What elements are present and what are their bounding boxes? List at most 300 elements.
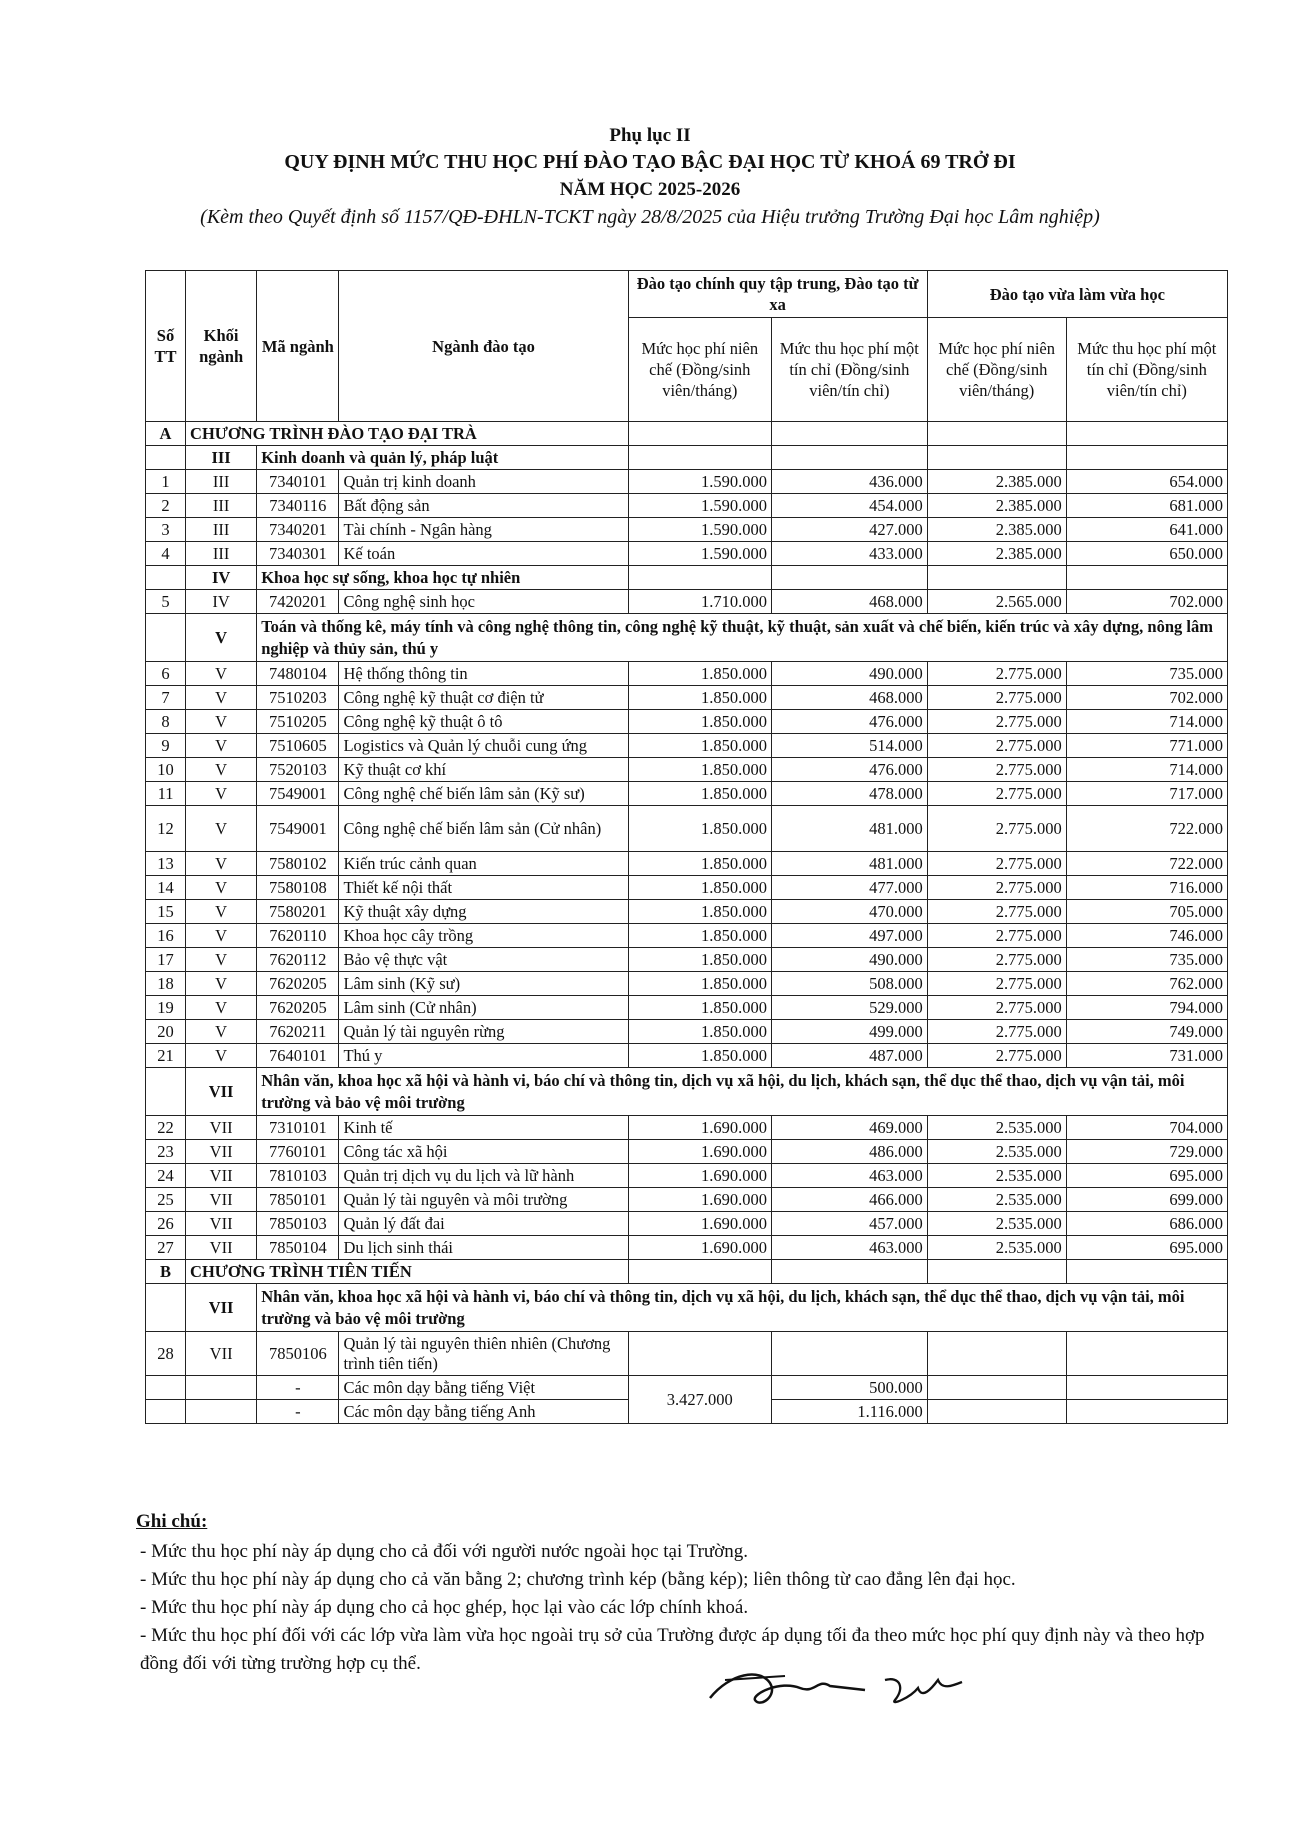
cell-khoi: V — [186, 1020, 257, 1044]
signature-initials — [700, 1658, 980, 1718]
cell-empty — [1066, 566, 1227, 590]
cell-khoi: V — [186, 876, 257, 900]
cell-stt: 17 — [146, 948, 186, 972]
cell-tinchi-1: 514.000 — [772, 734, 928, 758]
table-row — [146, 948, 1228, 972]
cell-tinchi-1: 490.000 — [772, 948, 928, 972]
cell-empty — [927, 1400, 1066, 1424]
cell-stt: 24 — [146, 1164, 186, 1188]
cell-nganh: Quản trị dịch vụ du lịch và lữ hành — [339, 1164, 628, 1188]
cell-stt: 20 — [146, 1020, 186, 1044]
cell-tinchi-2: 729.000 — [1066, 1140, 1227, 1164]
cell-nienche-2: 2.385.000 — [927, 494, 1066, 518]
cell-ma: 7340101 — [257, 470, 339, 494]
cell-tinchi-2: 650.000 — [1066, 542, 1227, 566]
cell-ma: 7340116 — [257, 494, 339, 518]
cell-tinchi-2: 749.000 — [1066, 1020, 1227, 1044]
cell-khoi: III — [186, 470, 257, 494]
cell-nienche-1: 1.850.000 — [628, 782, 771, 806]
note-item: - Mức thu học phí này áp dụng cho cả đối với người nước ngoài học tại Trường. — [140, 1541, 749, 1562]
cell-nienche-2: 2.775.000 — [927, 662, 1066, 686]
group-row — [146, 446, 1228, 470]
cell-nienche-1: 1.710.000 — [628, 590, 771, 614]
table-row — [146, 494, 1228, 518]
cell-khoi: VII — [186, 1212, 257, 1236]
table-row — [146, 782, 1228, 806]
cell-empty — [628, 1332, 771, 1376]
cell-empty — [628, 446, 771, 470]
cell-nganh: Kiến trúc cảnh quan — [339, 852, 628, 876]
cell-tinchi-1: 470.000 — [772, 900, 928, 924]
cell-khoi: V — [186, 806, 257, 852]
cell-nienche-1: 1.590.000 — [628, 470, 771, 494]
cell-tinchi-1: 468.000 — [772, 686, 928, 710]
cell-empty — [772, 1260, 928, 1284]
cell-empty — [1066, 422, 1227, 446]
cell-nganh: Du lịch sinh thái — [339, 1236, 628, 1260]
cell-nienche-1: 1.590.000 — [628, 494, 771, 518]
cell-nganh: Công nghệ kỹ thuật cơ điện tử — [339, 686, 628, 710]
cell-tinchi-2: 714.000 — [1066, 758, 1227, 782]
table-row — [146, 1020, 1228, 1044]
document-header — [0, 122, 1300, 231]
table-row — [146, 924, 1228, 948]
table-row — [146, 1140, 1228, 1164]
cell-stt: 27 — [146, 1236, 186, 1260]
cell-stt: 18 — [146, 972, 186, 996]
cell-stt: 15 — [146, 900, 186, 924]
cell-empty — [772, 446, 928, 470]
group-khoi: VII — [186, 1068, 257, 1116]
cell-nganh: Lâm sinh (Cử nhân) — [339, 996, 628, 1020]
cell-nganh: Bảo vệ thực vật — [339, 948, 628, 972]
document-subtitle: (Kèm theo Quyết định số 1157/QĐ-ĐHLN-TCKT ngày 28/8/2025 của Hiệu trưởng Trường Đại học Lâm nghiệp) — [200, 206, 1100, 228]
cell-tinchi-2: 704.000 — [1066, 1116, 1227, 1140]
cell-khoi: V — [186, 734, 257, 758]
group-khoi: III — [186, 446, 257, 470]
cell-khoi: V — [186, 1044, 257, 1068]
cell-ma: 7340201 — [257, 518, 339, 542]
cell-stt: 5 — [146, 590, 186, 614]
cell-nienche-1: 1.850.000 — [628, 972, 771, 996]
cell-dash: - — [257, 1400, 339, 1424]
cell-khoi: V — [186, 948, 257, 972]
cell-empty — [927, 422, 1066, 446]
group-title: Kinh doanh và quản lý, pháp luật — [257, 446, 628, 470]
table-row — [146, 542, 1228, 566]
cell-tinchi-1: 481.000 — [772, 852, 928, 876]
cell-ma: 7480104 — [257, 662, 339, 686]
cell-tinchi-2: 695.000 — [1066, 1164, 1227, 1188]
col-stt: Số TT — [146, 271, 186, 422]
cell-ma: 7850106 — [257, 1332, 339, 1376]
cell-nienche-1: 1.850.000 — [628, 662, 771, 686]
section-title: CHƯƠNG TRÌNH ĐÀO TẠO ĐẠI TRÀ — [186, 422, 629, 446]
cell-nienche-2: 2.535.000 — [927, 1140, 1066, 1164]
cell-tinchi-1: 529.000 — [772, 996, 928, 1020]
cell-stt: 12 — [146, 806, 186, 852]
cell-stt: 3 — [146, 518, 186, 542]
cell-nganh: Quản lý tài nguyên thiên nhiên (Chương trình tiên tiến) — [339, 1332, 628, 1376]
cell-nganh: Kỹ thuật xây dựng — [339, 900, 628, 924]
table-row — [146, 852, 1228, 876]
cell-stt: 21 — [146, 1044, 186, 1068]
table-row — [146, 996, 1228, 1020]
cell-tinchi-1: 497.000 — [772, 924, 928, 948]
cell-nganh: Bất động sản — [339, 494, 628, 518]
cell-empty — [1066, 446, 1227, 470]
cell-ma: 7549001 — [257, 782, 339, 806]
cell-nienche-2: 2.535.000 — [927, 1236, 1066, 1260]
cell-ma: 7850104 — [257, 1236, 339, 1260]
cell-tinchi-1: 463.000 — [772, 1236, 928, 1260]
col-tinchi-1: Mức thu học phí một tín chỉ (Đồng/sinh viên/tín chỉ) — [772, 318, 928, 422]
section-title: CHƯƠNG TRÌNH TIÊN TIẾN — [186, 1260, 629, 1284]
cell-ma: 7510605 — [257, 734, 339, 758]
cell-nienche-2: 2.385.000 — [927, 470, 1066, 494]
cell-tinchi-2: 681.000 — [1066, 494, 1227, 518]
cell-empty — [146, 446, 186, 470]
cell-nienche-2: 2.775.000 — [927, 686, 1066, 710]
cell-nienche-1: 1.690.000 — [628, 1140, 771, 1164]
cell-ma: 7620205 — [257, 996, 339, 1020]
cell-nganh: Công tác xã hội — [339, 1140, 628, 1164]
cell-ma: 7760101 — [257, 1140, 339, 1164]
cell-tinchi-1: 486.000 — [772, 1140, 928, 1164]
cell-tinchi-1: 508.000 — [772, 972, 928, 996]
cell-tinchi-2: 746.000 — [1066, 924, 1227, 948]
cell-empty — [772, 1332, 928, 1376]
cell-khoi: V — [186, 710, 257, 734]
cell-ma: 7620110 — [257, 924, 339, 948]
cell-tinchi-2: 762.000 — [1066, 972, 1227, 996]
cell-khoi: VII — [186, 1116, 257, 1140]
cell-khoi: VII — [186, 1332, 257, 1376]
table-row — [146, 1044, 1228, 1068]
cell-tinchi-2: 695.000 — [1066, 1236, 1227, 1260]
section-row — [146, 1260, 1228, 1284]
cell-empty — [628, 422, 771, 446]
table-row — [146, 876, 1228, 900]
cell-khoi: III — [186, 518, 257, 542]
cell-nienche-2: 2.535.000 — [927, 1188, 1066, 1212]
cell-tinchi: 1.116.000 — [772, 1400, 928, 1424]
cell-khoi: V — [186, 758, 257, 782]
cell-ma: 7850101 — [257, 1188, 339, 1212]
cell-nienche-1: 1.850.000 — [628, 1020, 771, 1044]
cell-tinchi-1: 454.000 — [772, 494, 928, 518]
cell-stt: 10 — [146, 758, 186, 782]
cell-nienche-1: 1.850.000 — [628, 852, 771, 876]
cell-tinchi-1: 436.000 — [772, 470, 928, 494]
table-row — [146, 1116, 1228, 1140]
table-row — [146, 470, 1228, 494]
cell-stt: 4 — [146, 542, 186, 566]
table-row — [146, 1188, 1228, 1212]
cell-nganh: Tài chính - Ngân hàng — [339, 518, 628, 542]
cell-khoi: III — [186, 542, 257, 566]
cell-nienche-1: 1.690.000 — [628, 1188, 771, 1212]
table-row — [146, 1236, 1228, 1260]
cell-nienche-2: 2.775.000 — [927, 924, 1066, 948]
cell-nienche-2: 2.775.000 — [927, 782, 1066, 806]
table-row — [146, 900, 1228, 924]
cell-empty — [146, 1284, 186, 1332]
cell-nienche-1: 1.850.000 — [628, 734, 771, 758]
cell-khoi: V — [186, 662, 257, 686]
cell-nienche-2: 2.775.000 — [927, 900, 1066, 924]
table-row — [146, 710, 1228, 734]
group-row — [146, 566, 1228, 590]
cell-nienche-2: 2.535.000 — [927, 1164, 1066, 1188]
cell-ma: 7520103 — [257, 758, 339, 782]
table-row — [146, 734, 1228, 758]
cell-stt: 26 — [146, 1212, 186, 1236]
cell-ma: 7620211 — [257, 1020, 339, 1044]
cell-stt: 13 — [146, 852, 186, 876]
cell-nienche-advanced: 3.427.000 — [628, 1376, 771, 1424]
cell-tinchi-1: 499.000 — [772, 1020, 928, 1044]
cell-empty — [1066, 1400, 1227, 1424]
group-title: Khoa học sự sống, khoa học tự nhiên — [257, 566, 628, 590]
cell-nienche-2: 2.385.000 — [927, 542, 1066, 566]
cell-stt: 19 — [146, 996, 186, 1020]
cell-empty — [772, 422, 928, 446]
cell-empty — [628, 566, 771, 590]
cell-khoi: V — [186, 900, 257, 924]
cell-tinchi-2: 735.000 — [1066, 662, 1227, 686]
cell-empty — [146, 1376, 186, 1400]
cell-tinchi: 500.000 — [772, 1376, 928, 1400]
cell-stt: 9 — [146, 734, 186, 758]
cell-nienche-1: 1.590.000 — [628, 542, 771, 566]
cell-nienche-2: 2.775.000 — [927, 758, 1066, 782]
cell-ma: 7580108 — [257, 876, 339, 900]
cell-tinchi-2: 699.000 — [1066, 1188, 1227, 1212]
cell-ma: 7620205 — [257, 972, 339, 996]
section-letter: A — [146, 422, 186, 446]
cell-nganh: Quản lý tài nguyên rừng — [339, 1020, 628, 1044]
cell-nganh: Quản trị kinh doanh — [339, 470, 628, 494]
col-khoi: Khối ngành — [186, 271, 257, 422]
cell-tinchi-1: 466.000 — [772, 1188, 928, 1212]
cell-tinchi-1: 463.000 — [772, 1164, 928, 1188]
group-khoi: VII — [186, 1284, 257, 1332]
cell-tinchi-2: 717.000 — [1066, 782, 1227, 806]
table-row — [146, 972, 1228, 996]
cell-ma: 7510203 — [257, 686, 339, 710]
cell-nganh: Kế toán — [339, 542, 628, 566]
cell-empty — [1066, 1260, 1227, 1284]
cell-nienche-2: 2.775.000 — [927, 972, 1066, 996]
cell-stt: 16 — [146, 924, 186, 948]
cell-nienche-2: 2.775.000 — [927, 734, 1066, 758]
cell-ma: 7580201 — [257, 900, 339, 924]
cell-empty — [146, 1400, 186, 1424]
cell-nganh: Quản lý đất đai — [339, 1212, 628, 1236]
cell-stt: 25 — [146, 1188, 186, 1212]
cell-nganh: Quản lý tài nguyên và môi trường — [339, 1188, 628, 1212]
cell-khoi: VII — [186, 1140, 257, 1164]
cell-nienche-2: 2.565.000 — [927, 590, 1066, 614]
cell-empty — [186, 1376, 257, 1400]
group-row — [146, 1068, 1228, 1116]
cell-nienche-1: 1.850.000 — [628, 758, 771, 782]
cell-nienche-1: 1.690.000 — [628, 1236, 771, 1260]
col-tinchi-2: Mức thu học phí một tín chỉ (Đồng/sinh viên/tín chỉ) — [1066, 318, 1227, 422]
cell-tinchi-1: 487.000 — [772, 1044, 928, 1068]
cell-nienche-2: 2.775.000 — [927, 710, 1066, 734]
notes-title: Ghi chú: — [136, 1511, 208, 1532]
cell-ma: 7850103 — [257, 1212, 339, 1236]
cell-nganh: Công nghệ kỹ thuật ô tô — [339, 710, 628, 734]
cell-empty — [772, 566, 928, 590]
cell-tinchi-1: 477.000 — [772, 876, 928, 900]
cell-ma: 7510205 — [257, 710, 339, 734]
col-nienche-1: Mức học phí niên chế (Đồng/sinh viên/tháng) — [628, 318, 771, 422]
cell-tinchi-1: 490.000 — [772, 662, 928, 686]
note-item: - Mức thu học phí đối với các lớp vừa làm vừa học ngoài trụ sở của Trường được áp dụng tối đa theo mức học phí quy định này và theo hợp đồng đối với từng trường hợp cụ thể. — [140, 1625, 1205, 1674]
cell-nganh: Thú y — [339, 1044, 628, 1068]
cell-nganh: Công nghệ sinh học — [339, 590, 628, 614]
cell-nienche-1: 1.590.000 — [628, 518, 771, 542]
cell-khoi: V — [186, 782, 257, 806]
cell-stt: 14 — [146, 876, 186, 900]
cell-tinchi-1: 457.000 — [772, 1212, 928, 1236]
cell-dash: - — [257, 1376, 339, 1400]
cell-empty — [927, 566, 1066, 590]
cell-tinchi-2: 714.000 — [1066, 710, 1227, 734]
cell-nienche-1: 1.850.000 — [628, 710, 771, 734]
cell-empty — [927, 446, 1066, 470]
cell-nganh: Công nghệ chế biến lâm sản (Cử nhân) — [339, 806, 628, 852]
group-row — [146, 614, 1228, 662]
group-khoi: IV — [186, 566, 257, 590]
cell-empty — [1066, 1376, 1227, 1400]
table-row — [146, 662, 1228, 686]
cell-nienche-2: 2.775.000 — [927, 806, 1066, 852]
academic-year: NĂM HỌC 2025-2026 — [559, 179, 741, 200]
cell-nienche-2: 2.775.000 — [927, 852, 1066, 876]
cell-tinchi-2: 716.000 — [1066, 876, 1227, 900]
cell-stt: 8 — [146, 710, 186, 734]
cell-tinchi-1: 478.000 — [772, 782, 928, 806]
table-row — [146, 1164, 1228, 1188]
group-khoi: V — [186, 614, 257, 662]
cell-ma: 7340301 — [257, 542, 339, 566]
cell-khoi: IV — [186, 590, 257, 614]
cell-nienche-1: 1.690.000 — [628, 1116, 771, 1140]
cell-empty — [146, 566, 186, 590]
advanced-program-body — [146, 1332, 1228, 1424]
document-title: QUY ĐỊNH MỨC THU HỌC PHÍ ĐÀO TẠO BẬC ĐẠI HỌC TỪ KHOÁ 69 TRỞ ĐI — [284, 151, 1016, 173]
cell-nienche-2: 2.775.000 — [927, 1020, 1066, 1044]
table-row — [146, 518, 1228, 542]
cell-nienche-1: 1.850.000 — [628, 686, 771, 710]
cell-stt: 22 — [146, 1116, 186, 1140]
group-title: Nhân văn, khoa học xã hội và hành vi, báo chí và thông tin, dịch vụ xã hội, du lịch, khách sạn, thể dục thể thao, dịch vụ vận tải, môi trường và bảo vệ môi trường — [257, 1068, 1228, 1116]
cell-ma: 7810103 — [257, 1164, 339, 1188]
cell-tinchi-2: 722.000 — [1066, 806, 1227, 852]
cell-empty — [927, 1332, 1066, 1376]
cell-nienche-1: 1.690.000 — [628, 1164, 771, 1188]
cell-nienche-1: 1.850.000 — [628, 806, 771, 852]
cell-nienche-1: 1.850.000 — [628, 1044, 771, 1068]
cell-stt: 1 — [146, 470, 186, 494]
cell-nganh: Thiết kế nội thất — [339, 876, 628, 900]
table-row — [146, 590, 1228, 614]
cell-nganh: Logistics và Quản lý chuỗi cung ứng — [339, 734, 628, 758]
col-nienche-2: Mức học phí niên chế (Đồng/sinh viên/tháng) — [927, 318, 1066, 422]
cell-stt: 7 — [146, 686, 186, 710]
cell-empty — [146, 614, 186, 662]
col-ma: Mã ngành — [257, 271, 339, 422]
cell-empty — [186, 1400, 257, 1424]
cell-nganh: Lâm sinh (Kỹ sư) — [339, 972, 628, 996]
cell-khoi: V — [186, 686, 257, 710]
cell-nienche-2: 2.775.000 — [927, 1044, 1066, 1068]
cell-nienche-2: 2.535.000 — [927, 1212, 1066, 1236]
tuition-table — [145, 270, 1228, 1424]
cell-ma: 7420201 — [257, 590, 339, 614]
cell-empty — [927, 1376, 1066, 1400]
cell-tinchi-2: 731.000 — [1066, 1044, 1227, 1068]
group-row — [146, 1284, 1228, 1332]
cell-tinchi-1: 468.000 — [772, 590, 928, 614]
cell-tinchi-1: 427.000 — [772, 518, 928, 542]
cell-ma: 7640101 — [257, 1044, 339, 1068]
cell-khoi: VII — [186, 1164, 257, 1188]
cell-nganh: Các môn dạy bằng tiếng Việt — [339, 1376, 628, 1400]
cell-empty — [628, 1260, 771, 1284]
section-letter: B — [146, 1260, 186, 1284]
table-row — [146, 1212, 1228, 1236]
note-item: - Mức thu học phí này áp dụng cho cả học ghép, học lại vào các lớp chính khoá. — [140, 1597, 749, 1618]
col-group-chinh-quy: Đào tạo chính quy tập trung, Đào tạo từ xa — [628, 271, 927, 318]
note-item: - Mức thu học phí này áp dụng cho cả văn bằng 2; chương trình kép (bằng kép); liên thông từ cao đẳng lên đại học. — [140, 1569, 1016, 1590]
cell-tinchi-1: 481.000 — [772, 806, 928, 852]
cell-nienche-1: 1.850.000 — [628, 996, 771, 1020]
cell-stt: 6 — [146, 662, 186, 686]
cell-tinchi-2: 735.000 — [1066, 948, 1227, 972]
cell-ma: 7620112 — [257, 948, 339, 972]
table-row — [146, 1376, 1228, 1400]
cell-empty — [1066, 1332, 1227, 1376]
cell-empty — [927, 1260, 1066, 1284]
cell-tinchi-2: 702.000 — [1066, 590, 1227, 614]
cell-tinchi-1: 476.000 — [772, 758, 928, 782]
cell-tinchi-1: 433.000 — [772, 542, 928, 566]
group-title: Toán và thống kê, máy tính và công nghệ thông tin, công nghệ kỹ thuật, kỹ thuật, sản xuất và chế biến, kiến trúc và xây dựng, nông lâm nghiệp và thủy sản, thú y — [257, 614, 1228, 662]
cell-khoi: III — [186, 494, 257, 518]
cell-nienche-1: 1.850.000 — [628, 900, 771, 924]
group-title: Nhân văn, khoa học xã hội và hành vi, báo chí và thông tin, dịch vụ xã hội, du lịch, khách sạn, thể dục thể thao, dịch vụ vận tải, môi trường và bảo vệ môi trường — [257, 1284, 1228, 1332]
notes-section — [136, 1508, 1226, 1678]
cell-stt: 11 — [146, 782, 186, 806]
cell-nganh: Khoa học cây trồng — [339, 924, 628, 948]
cell-tinchi-2: 654.000 — [1066, 470, 1227, 494]
cell-tinchi-2: 641.000 — [1066, 518, 1227, 542]
cell-nienche-1: 1.850.000 — [628, 948, 771, 972]
cell-stt: 23 — [146, 1140, 186, 1164]
cell-tinchi-2: 722.000 — [1066, 852, 1227, 876]
col-group-vlvh: Đào tạo vừa làm vừa học — [927, 271, 1227, 318]
table-row — [146, 1332, 1228, 1376]
cell-tinchi-2: 794.000 — [1066, 996, 1227, 1020]
cell-khoi: VII — [186, 1236, 257, 1260]
cell-nienche-1: 1.850.000 — [628, 876, 771, 900]
cell-khoi: V — [186, 996, 257, 1020]
